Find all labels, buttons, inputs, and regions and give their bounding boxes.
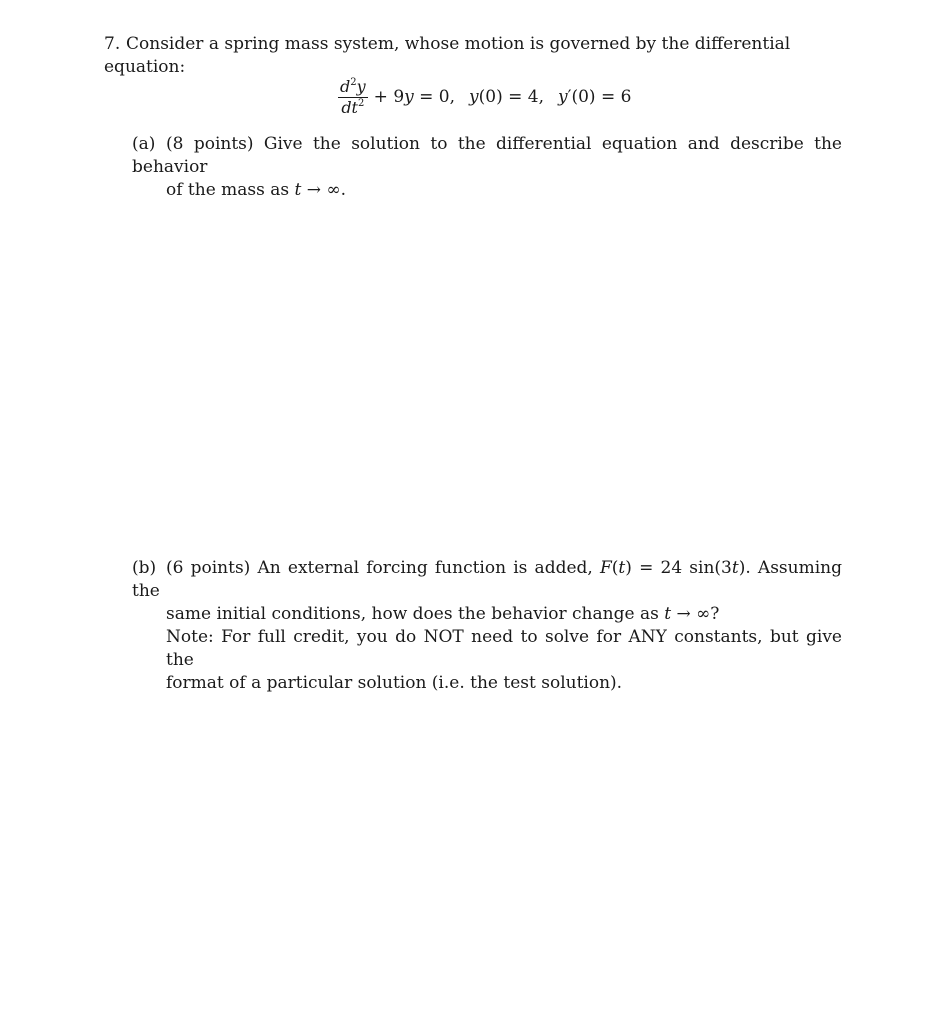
part-b-line-2: same initial conditions, how does the behavior change as t → ∞? xyxy=(166,604,720,624)
part-b-note-line-2: format of a particular solution (i.e. the test solution). xyxy=(166,673,623,693)
initial-condition-2: y′(0) = 6 xyxy=(558,86,632,107)
second-derivative-fraction xyxy=(338,77,368,118)
fraction-denominator: $dt^2$ xyxy=(341,97,365,117)
part-a-line-2: of the mass as t → ∞. xyxy=(166,180,347,200)
initial-condition-1: y(0) = 4, xyxy=(469,86,544,107)
question-text: Consider a spring mass system, whose motion is governed by the differential equation: xyxy=(104,34,791,77)
part-a xyxy=(132,133,842,202)
equation-rest: + 9y = 0, xyxy=(373,86,456,107)
part-b-label: (b) xyxy=(132,558,157,578)
part-a-label: (a) xyxy=(132,134,156,154)
part-b-line-1: (b) (6 points) An external forcing function is added, F(t) = 24 sin(3t). Assuming the xyxy=(132,558,842,601)
part-a-line-1: (a) (8 points) Give the solution to the differential equation and describe the behavior xyxy=(132,134,842,177)
question-number: 7. xyxy=(104,34,121,54)
part-b xyxy=(132,557,842,695)
differential-equation xyxy=(338,72,631,122)
part-b-note-line-1: Note: For full credit, you do NOT need to solve for ANY constants, but give the xyxy=(166,627,842,670)
fraction-numerator: $d^2y$ xyxy=(340,76,366,96)
